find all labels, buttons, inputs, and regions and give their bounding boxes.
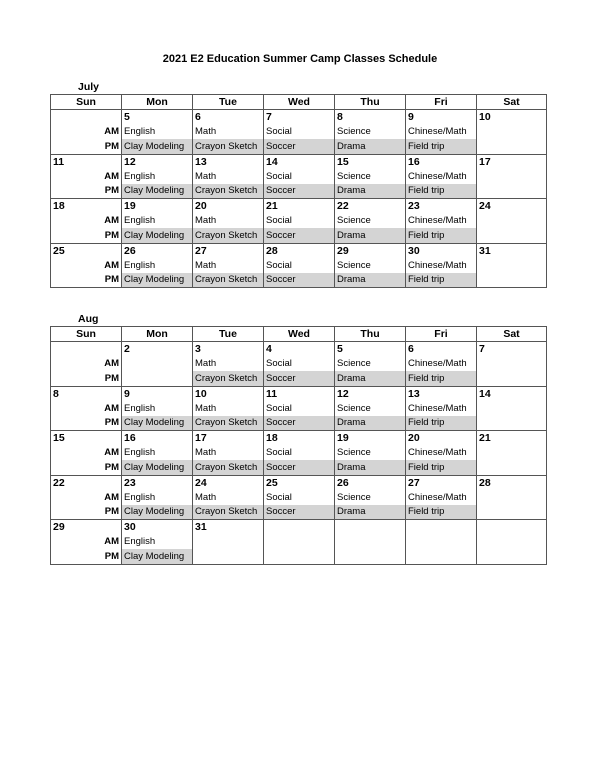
pm-class: Crayon Sketch — [193, 184, 264, 199]
am-class: Social — [264, 357, 335, 372]
am-class: Social — [264, 169, 335, 184]
am-class: Social — [264, 490, 335, 505]
weekday-header: Mon — [122, 95, 193, 110]
am-class: Math — [193, 446, 264, 461]
pm-slot-label: PM — [51, 273, 122, 288]
am-class: Math — [193, 357, 264, 372]
day-number: 16 — [406, 154, 477, 169]
weekday-header: Sun — [51, 95, 122, 110]
am-slot-label: AM — [51, 125, 122, 140]
pm-class: Drama — [335, 139, 406, 154]
am-class: English — [122, 401, 193, 416]
day-number: 19 — [335, 431, 406, 446]
day-number: 5 — [335, 342, 406, 357]
day-number: 28 — [477, 475, 547, 490]
week-date-row — [51, 110, 547, 125]
week-date-row — [51, 475, 547, 490]
am-class — [477, 258, 547, 273]
am-class: Social — [264, 446, 335, 461]
day-number: 11 — [264, 386, 335, 401]
pm-class — [477, 228, 547, 243]
pm-class — [335, 549, 406, 564]
pm-class: Soccer — [264, 184, 335, 199]
pm-class: Drama — [335, 184, 406, 199]
month-label-july: July — [78, 81, 100, 93]
day-number — [51, 342, 122, 357]
pm-class: Soccer — [264, 139, 335, 154]
am-class: English — [122, 446, 193, 461]
am-class: Math — [193, 125, 264, 140]
am-class — [477, 357, 547, 372]
pm-class: Crayon Sketch — [193, 460, 264, 475]
day-number: 8 — [335, 110, 406, 125]
week-date-row — [51, 199, 547, 214]
day-number: 21 — [264, 199, 335, 214]
pm-class: Field trip — [406, 505, 477, 520]
am-class — [122, 357, 193, 372]
weekday-header: Sat — [477, 95, 547, 110]
pm-class: Soccer — [264, 460, 335, 475]
am-class-row — [51, 401, 547, 416]
pm-class: Field trip — [406, 371, 477, 386]
pm-class: Clay Modeling — [122, 139, 193, 154]
weekday-header: Sun — [51, 327, 122, 342]
pm-slot-label: PM — [51, 460, 122, 475]
pm-class: Field trip — [406, 139, 477, 154]
am-class: Math — [193, 401, 264, 416]
pm-class — [477, 549, 547, 564]
am-class: Science — [335, 401, 406, 416]
pm-class: Soccer — [264, 273, 335, 288]
pm-class: Crayon Sketch — [193, 273, 264, 288]
day-number: 15 — [51, 431, 122, 446]
am-class-row — [51, 446, 547, 461]
pm-class: Clay Modeling — [122, 228, 193, 243]
pm-class: Drama — [335, 460, 406, 475]
day-number: 31 — [477, 243, 547, 258]
day-number — [335, 520, 406, 535]
day-number — [264, 520, 335, 535]
day-number: 23 — [406, 199, 477, 214]
pm-class-row — [51, 505, 547, 520]
week-date-row — [51, 431, 547, 446]
day-number: 8 — [51, 386, 122, 401]
calendar-july — [50, 94, 547, 288]
pm-class: Crayon Sketch — [193, 416, 264, 431]
day-number: 23 — [122, 475, 193, 490]
day-number — [406, 520, 477, 535]
weekday-header: Fri — [406, 327, 477, 342]
am-class: Social — [264, 401, 335, 416]
am-slot-label: AM — [51, 446, 122, 461]
pm-class — [477, 139, 547, 154]
am-class-row — [51, 214, 547, 229]
day-number: 18 — [51, 199, 122, 214]
pm-class — [477, 273, 547, 288]
am-class: Math — [193, 490, 264, 505]
day-number: 22 — [335, 199, 406, 214]
pm-class: Drama — [335, 371, 406, 386]
pm-class-row — [51, 549, 547, 564]
pm-slot-label: PM — [51, 184, 122, 199]
month-label-aug: Aug — [78, 313, 99, 325]
pm-class-row — [51, 371, 547, 386]
weekday-header: Wed — [264, 327, 335, 342]
pm-class — [264, 549, 335, 564]
week-date-row — [51, 386, 547, 401]
day-number: 3 — [193, 342, 264, 357]
weekday-header: Sat — [477, 327, 547, 342]
am-class: Social — [264, 214, 335, 229]
day-number: 10 — [193, 386, 264, 401]
weekday-header-row — [51, 95, 547, 110]
day-number: 28 — [264, 243, 335, 258]
day-number: 6 — [193, 110, 264, 125]
calendar-aug — [50, 326, 547, 565]
day-number: 11 — [51, 154, 122, 169]
am-class: Chinese/Math — [406, 446, 477, 461]
pm-class: Clay Modeling — [122, 460, 193, 475]
pm-class-row — [51, 139, 547, 154]
am-class: Science — [335, 357, 406, 372]
am-class-row — [51, 125, 547, 140]
pm-slot-label: PM — [51, 549, 122, 564]
day-number: 2 — [122, 342, 193, 357]
am-class: English — [122, 490, 193, 505]
week-date-row — [51, 520, 547, 535]
weekday-header-row — [51, 327, 547, 342]
am-class: Chinese/Math — [406, 214, 477, 229]
am-class: Science — [335, 446, 406, 461]
am-class: Chinese/Math — [406, 357, 477, 372]
day-number: 7 — [477, 342, 547, 357]
day-number: 14 — [264, 154, 335, 169]
day-number: 29 — [335, 243, 406, 258]
day-number: 26 — [122, 243, 193, 258]
day-number: 29 — [51, 520, 122, 535]
day-number: 27 — [193, 243, 264, 258]
pm-class: Crayon Sketch — [193, 505, 264, 520]
pm-class: Clay Modeling — [122, 505, 193, 520]
weekday-header: Mon — [122, 327, 193, 342]
am-class-row — [51, 357, 547, 372]
weekday-header: Tue — [193, 327, 264, 342]
day-number: 7 — [264, 110, 335, 125]
pm-slot-label: PM — [51, 371, 122, 386]
am-class: Science — [335, 125, 406, 140]
am-class-row — [51, 169, 547, 184]
am-class — [477, 490, 547, 505]
day-number: 30 — [406, 243, 477, 258]
am-slot-label: AM — [51, 258, 122, 273]
pm-class: Drama — [335, 273, 406, 288]
pm-slot-label: PM — [51, 505, 122, 520]
day-number: 9 — [406, 110, 477, 125]
pm-class: Drama — [335, 505, 406, 520]
day-number: 30 — [122, 520, 193, 535]
am-class: Chinese/Math — [406, 258, 477, 273]
pm-class: Field trip — [406, 184, 477, 199]
pm-class: Drama — [335, 228, 406, 243]
day-number: 20 — [193, 199, 264, 214]
day-number: 17 — [193, 431, 264, 446]
am-class — [477, 169, 547, 184]
pm-class: Field trip — [406, 228, 477, 243]
am-slot-label: AM — [51, 357, 122, 372]
am-class: Chinese/Math — [406, 401, 477, 416]
pm-slot-label: PM — [51, 139, 122, 154]
day-number: 17 — [477, 154, 547, 169]
am-class: Science — [335, 169, 406, 184]
am-slot-label: AM — [51, 535, 122, 550]
pm-class: Field trip — [406, 416, 477, 431]
day-number: 27 — [406, 475, 477, 490]
am-class: English — [122, 125, 193, 140]
pm-class: Crayon Sketch — [193, 139, 264, 154]
pm-class-row — [51, 460, 547, 475]
am-class: Math — [193, 214, 264, 229]
am-class — [477, 401, 547, 416]
day-number: 4 — [264, 342, 335, 357]
pm-class-row — [51, 416, 547, 431]
pm-class — [122, 371, 193, 386]
am-class — [335, 535, 406, 550]
week-date-row — [51, 342, 547, 357]
am-class: Social — [264, 258, 335, 273]
pm-class — [477, 371, 547, 386]
week-date-row — [51, 154, 547, 169]
am-class-row — [51, 490, 547, 505]
am-slot-label: AM — [51, 169, 122, 184]
day-number: 6 — [406, 342, 477, 357]
am-class-row — [51, 535, 547, 550]
am-slot-label: AM — [51, 214, 122, 229]
pm-class: Soccer — [264, 228, 335, 243]
day-number: 5 — [122, 110, 193, 125]
day-number — [51, 110, 122, 125]
pm-class — [477, 505, 547, 520]
pm-class: Field trip — [406, 460, 477, 475]
day-number: 10 — [477, 110, 547, 125]
am-class — [264, 535, 335, 550]
am-class: Chinese/Math — [406, 490, 477, 505]
pm-class: Soccer — [264, 416, 335, 431]
am-class — [477, 125, 547, 140]
am-class: Science — [335, 490, 406, 505]
day-number: 18 — [264, 431, 335, 446]
day-number: 12 — [335, 386, 406, 401]
day-number: 25 — [264, 475, 335, 490]
weekday-header: Tue — [193, 95, 264, 110]
pm-class: Soccer — [264, 371, 335, 386]
am-class: Social — [264, 125, 335, 140]
pm-class: Clay Modeling — [122, 549, 193, 564]
am-class: Chinese/Math — [406, 169, 477, 184]
day-number: 24 — [477, 199, 547, 214]
pm-class: Clay Modeling — [122, 273, 193, 288]
weekday-header: Thu — [335, 327, 406, 342]
day-number: 26 — [335, 475, 406, 490]
day-number: 14 — [477, 386, 547, 401]
pm-class: Clay Modeling — [122, 416, 193, 431]
am-class: Chinese/Math — [406, 125, 477, 140]
am-slot-label: AM — [51, 401, 122, 416]
pm-class: Clay Modeling — [122, 184, 193, 199]
day-number — [477, 520, 547, 535]
weekday-header: Thu — [335, 95, 406, 110]
pm-slot-label: PM — [51, 228, 122, 243]
pm-class-row — [51, 184, 547, 199]
pm-class: Crayon Sketch — [193, 228, 264, 243]
pm-class — [477, 416, 547, 431]
weekday-header: Fri — [406, 95, 477, 110]
pm-class — [193, 549, 264, 564]
am-slot-label: AM — [51, 490, 122, 505]
am-class: Math — [193, 169, 264, 184]
am-class-row — [51, 258, 547, 273]
pm-class: Crayon Sketch — [193, 371, 264, 386]
am-class: English — [122, 258, 193, 273]
day-number: 16 — [122, 431, 193, 446]
day-number: 22 — [51, 475, 122, 490]
weekday-header: Wed — [264, 95, 335, 110]
day-number: 9 — [122, 386, 193, 401]
pm-class — [477, 184, 547, 199]
pm-class-row — [51, 273, 547, 288]
day-number: 31 — [193, 520, 264, 535]
day-number: 24 — [193, 475, 264, 490]
am-class: Math — [193, 258, 264, 273]
day-number: 25 — [51, 243, 122, 258]
am-class — [477, 446, 547, 461]
pm-class: Drama — [335, 416, 406, 431]
day-number: 20 — [406, 431, 477, 446]
pm-slot-label: PM — [51, 416, 122, 431]
am-class — [477, 214, 547, 229]
day-number: 12 — [122, 154, 193, 169]
am-class: English — [122, 214, 193, 229]
pm-class-row — [51, 228, 547, 243]
pm-class — [477, 460, 547, 475]
day-number: 13 — [193, 154, 264, 169]
am-class: English — [122, 169, 193, 184]
am-class — [477, 535, 547, 550]
am-class: Science — [335, 214, 406, 229]
am-class: Science — [335, 258, 406, 273]
am-class — [406, 535, 477, 550]
day-number: 15 — [335, 154, 406, 169]
pm-class: Field trip — [406, 273, 477, 288]
week-date-row — [51, 243, 547, 258]
day-number: 19 — [122, 199, 193, 214]
page-title: 2021 E2 Education Summer Camp Classes Schedule — [162, 53, 438, 65]
pm-class: Soccer — [264, 505, 335, 520]
am-class — [193, 535, 264, 550]
am-class: English — [122, 535, 193, 550]
day-number: 13 — [406, 386, 477, 401]
pm-class — [406, 549, 477, 564]
day-number: 21 — [477, 431, 547, 446]
